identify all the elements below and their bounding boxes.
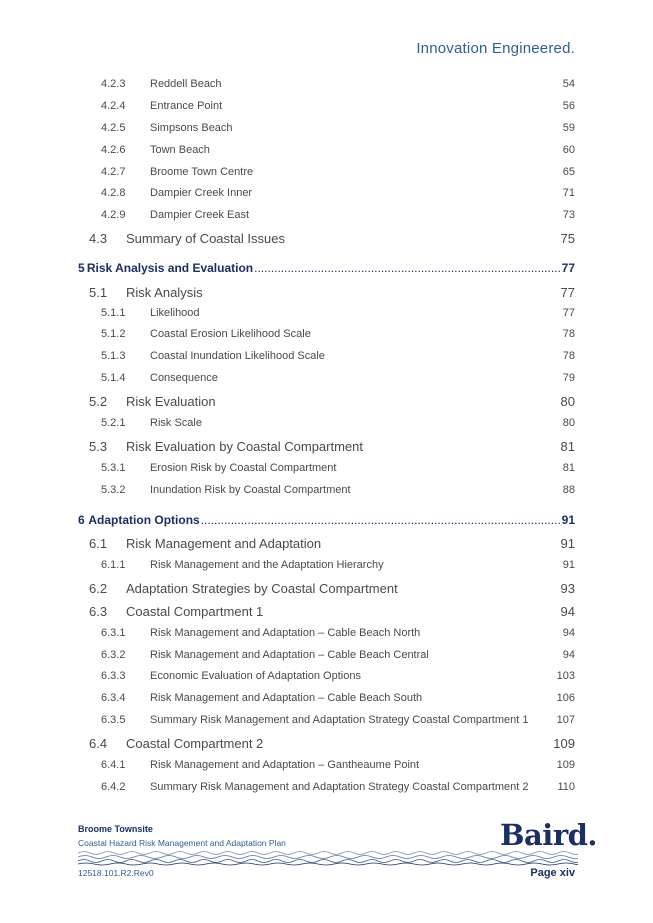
- toc-entry[interactable]: [78, 231, 575, 246]
- toc-entry-page: 81: [562, 462, 575, 474]
- toc-entry[interactable]: [78, 209, 575, 221]
- toc-entry-page: 91: [562, 559, 575, 571]
- toc-entry[interactable]: [78, 714, 575, 726]
- toc-entry-number: 5.1.3: [101, 350, 126, 362]
- toc-entry-title: Coastal Compartment 2: [126, 736, 264, 751]
- toc-entry-title: Risk Scale: [150, 417, 202, 429]
- toc-entry-page: 54: [562, 78, 575, 90]
- toc-entry-page: 109: [553, 736, 575, 751]
- toc-entry-title: Erosion Risk by Coastal Compartment: [150, 462, 337, 474]
- toc-entry-page: 107: [556, 714, 575, 726]
- toc-entry-title: Adaptation Strategies by Coastal Compartment: [126, 581, 398, 596]
- toc-entry[interactable]: [78, 78, 575, 90]
- toc-entry[interactable]: [78, 285, 575, 300]
- toc-entry-title: Coastal Erosion Likelihood Scale: [150, 328, 311, 340]
- toc-entry[interactable]: [78, 439, 575, 454]
- toc-entry-number: 5.1: [89, 285, 108, 300]
- toc-entry-title: Risk Management and the Adaptation Hierarchy: [150, 559, 384, 571]
- toc-entry-page: 94: [560, 604, 575, 619]
- toc-entry-number: 4.2.5: [101, 122, 126, 134]
- toc-entry-title: Coastal Inundation Likelihood Scale: [150, 350, 325, 362]
- toc-entry[interactable]: [78, 144, 575, 156]
- toc-entry[interactable]: [78, 736, 575, 751]
- toc-entry-number: 4.2.6: [101, 144, 126, 156]
- toc-entry-page: 80: [560, 394, 575, 409]
- toc-entry[interactable]: [78, 604, 575, 619]
- toc-entry[interactable]: [78, 649, 575, 661]
- toc-entry-title: Coastal Compartment 1: [126, 604, 264, 619]
- toc-entry-number: 5.1.2: [101, 328, 126, 340]
- toc-entry-page: 78: [562, 328, 575, 340]
- toc-entry-page: 56: [562, 100, 575, 112]
- toc-entry-title: Simpsons Beach: [150, 122, 233, 134]
- toc-entry-number: 4.2.9: [101, 209, 126, 221]
- toc-entry[interactable]: [78, 187, 575, 199]
- toc-entry-page: 75: [560, 231, 575, 246]
- footer-project-title: Broome Townsite: [78, 824, 153, 834]
- toc-entry-number: 4.2.4: [101, 100, 126, 112]
- toc-entry-page: 80: [562, 417, 575, 429]
- toc-entry-number: 6.4: [89, 736, 108, 751]
- toc-entry-number: 5.3.1: [101, 462, 126, 474]
- toc-entry-page: 94: [562, 627, 575, 639]
- toc-entry-page: 78: [562, 350, 575, 362]
- toc-entry[interactable]: [78, 484, 575, 496]
- toc-entry-number: 6.4.1: [101, 759, 126, 771]
- toc-entry[interactable]: [78, 670, 575, 682]
- toc-entry-number: 5.3.2: [101, 484, 126, 496]
- toc-entry-number: 6.3.4: [101, 692, 126, 704]
- toc-entry-title: Risk Evaluation: [126, 394, 216, 409]
- toc-entry-number: 5.2: [89, 394, 108, 409]
- toc-entry-page: 103: [556, 670, 575, 682]
- toc-entry-title: Broome Town Centre: [150, 166, 254, 178]
- toc-entry-title: Town Beach: [150, 144, 210, 156]
- toc-entry-page: 94: [562, 649, 575, 661]
- toc-entry-page: 77: [560, 285, 575, 300]
- toc-entry-title: Summary Risk Management and Adaptation Strategy Coastal Compartment 1: [150, 714, 529, 726]
- toc-entry-title: Risk Management and Adaptation – Cable Beach Central: [150, 649, 429, 661]
- toc-entry[interactable]: [78, 372, 575, 384]
- toc-entry[interactable]: [78, 350, 575, 362]
- toc-entry-number: 4.2.7: [101, 166, 126, 178]
- toc-entry-number: 6.3.2: [101, 649, 126, 661]
- toc-entry[interactable]: [78, 122, 575, 134]
- toc-entry-title: Dampier Creek East: [150, 209, 250, 221]
- toc-entry[interactable]: [78, 536, 575, 551]
- toc-entry[interactable]: [78, 627, 575, 639]
- toc-chapter-page: 91: [561, 513, 575, 527]
- toc-entry-page: 91: [560, 536, 575, 551]
- toc-entry[interactable]: [78, 581, 575, 596]
- toc-entry-title: Reddell Beach: [150, 78, 222, 90]
- toc-entry-number: 4.2.3: [101, 78, 126, 90]
- footer-subtitle: Coastal Hazard Risk Management and Adaptation Plan: [78, 838, 286, 848]
- toc-entry-page: 77: [562, 307, 575, 319]
- toc-chapter[interactable]: [78, 261, 575, 275]
- toc-entry-title: Risk Management and Adaptation – Cable Beach South: [150, 692, 423, 704]
- toc-chapter[interactable]: [78, 513, 575, 527]
- toc-entry-number: 6.3: [89, 604, 108, 619]
- toc-entry-page: 60: [562, 144, 575, 156]
- toc-entry-number: 6.3.5: [101, 714, 126, 726]
- toc-entry-number: 6.2: [89, 581, 108, 596]
- toc-entry-number: 6.1: [89, 536, 108, 551]
- toc-entry[interactable]: [78, 166, 575, 178]
- toc-entry[interactable]: [78, 100, 575, 112]
- toc-entry-title: Entrance Point: [150, 100, 223, 112]
- toc-entry-page: 106: [556, 692, 575, 704]
- toc-entry-number: 6.4.2: [101, 781, 126, 793]
- toc-entry-title: Consequence: [150, 372, 218, 384]
- toc-entry-number: 4.2.8: [101, 187, 126, 199]
- toc-entry-title: Economic Evaluation of Adaptation Options: [150, 670, 361, 682]
- toc-chapter-page: 77: [561, 261, 575, 275]
- toc-entry[interactable]: [78, 462, 575, 474]
- toc-chapter-title: Adaptation Options: [88, 513, 200, 527]
- toc-entry-page: 110: [557, 781, 575, 793]
- toc-entry-number: 4.3: [89, 231, 108, 246]
- baird-logo: Baird.: [500, 818, 597, 852]
- toc-entry[interactable]: [78, 417, 575, 429]
- toc-entry-title: Dampier Creek Inner: [150, 187, 253, 199]
- toc-entry-page: 109: [556, 759, 575, 771]
- toc-entry-number: 6.1.1: [101, 559, 126, 571]
- toc-entry-title: Likelihood: [150, 307, 200, 319]
- toc-entry-title: Summary Risk Management and Adaptation Strategy Coastal Compartment 2: [150, 781, 529, 793]
- footer-wave-divider: [78, 850, 578, 866]
- toc-entry[interactable]: [78, 328, 575, 340]
- toc-entry-page: 81: [560, 439, 575, 454]
- toc-entry-title: Risk Analysis: [126, 285, 203, 300]
- toc-entry-page: 88: [562, 484, 575, 496]
- toc-entry-number: 6.3.3: [101, 670, 126, 682]
- toc-entry[interactable]: [78, 759, 575, 771]
- toc-entry-number: 5.1.1: [101, 307, 126, 319]
- toc-chapter-title: Risk Analysis and Evaluation: [86, 261, 254, 275]
- toc-entry-title: Risk Management and Adaptation – Gantheaume Point: [150, 759, 420, 771]
- toc-entry-page: 73: [562, 209, 575, 221]
- toc-entry-title: Risk Management and Adaptation: [126, 536, 322, 551]
- toc-chapter-number: 5: [78, 261, 85, 275]
- toc-leader-dots: [254, 261, 561, 275]
- page-number: Page xiv: [530, 867, 575, 879]
- toc-entry-page: 79: [562, 372, 575, 384]
- toc-entry-page: 65: [562, 166, 575, 178]
- toc-entry-number: 5.2.1: [101, 417, 126, 429]
- toc-chapter-number: 6: [78, 513, 85, 527]
- toc-entry[interactable]: [78, 307, 575, 319]
- toc-entry[interactable]: [78, 781, 575, 793]
- toc-entry-page: 59: [562, 122, 575, 134]
- toc-entry-number: 5.1.4: [101, 372, 126, 384]
- toc-entry[interactable]: [78, 692, 575, 704]
- toc-entry-title: Inundation Risk by Coastal Compartment: [150, 484, 351, 496]
- toc-entry[interactable]: [78, 394, 575, 409]
- document-reference: 12518.101.R2.Rev0: [78, 868, 154, 878]
- toc-entry[interactable]: [78, 559, 575, 571]
- toc-entry-title: Summary of Coastal Issues: [126, 231, 285, 246]
- header-tagline: Innovation Engineered.: [416, 40, 575, 57]
- toc-entry-number: 6.3.1: [101, 627, 126, 639]
- toc-entry-page: 71: [562, 187, 575, 199]
- toc-leader-dots: [201, 513, 561, 527]
- toc-entry-number: 5.3: [89, 439, 108, 454]
- toc-entry-title: Risk Management and Adaptation – Cable Beach North: [150, 627, 421, 639]
- toc-entry-page: 93: [560, 581, 575, 596]
- toc-entry-title: Risk Evaluation by Coastal Compartment: [126, 439, 363, 454]
